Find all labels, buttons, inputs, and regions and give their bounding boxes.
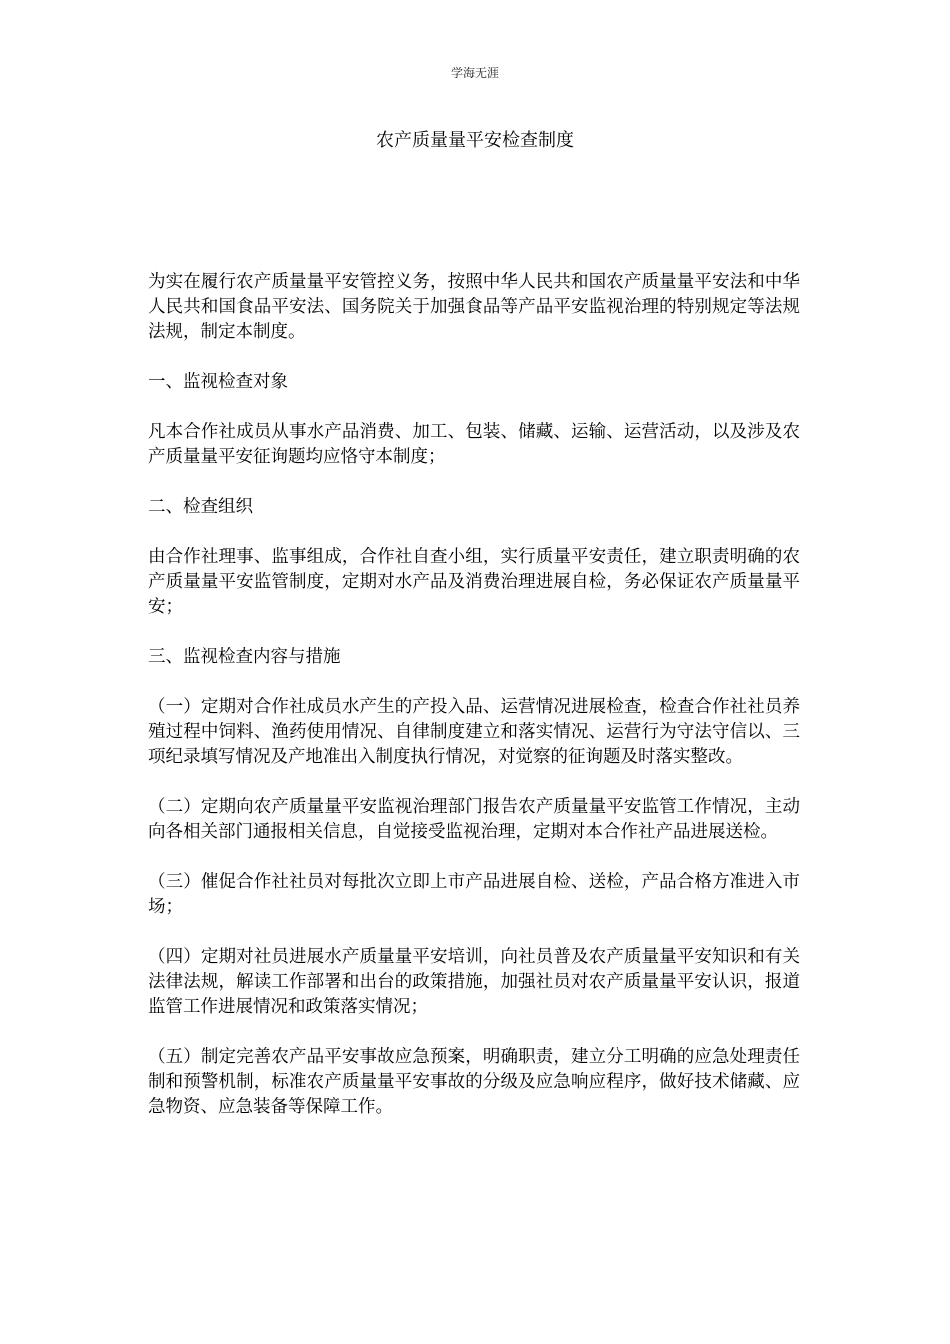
paragraph-item-1: （一）定期对合作社成员水产生的产投入品、运营情况进展检查，检查合作社社员养殖过程中饲料、渔药使用情况、自律制度建立和落实情况、运营行为守法守信以、三项纪录填写情况及产地准出入制度执行情况，对觉察的征询题及时落实整改。 bbox=[148, 697, 800, 767]
page-header: 学海无涯 bbox=[450, 66, 499, 80]
paragraph-item-2: （二）定期向农产质量量平安监视治理部门报告农产质量量平安监管工作情况，主动向各相关部门通报相关信息，自觉接受监视治理，定期对本合作社产品进展送检。 bbox=[148, 797, 800, 842]
document-body bbox=[148, 270, 800, 1145]
paragraph-organization: 由合作社理事、监事组成，合作社自查小组，实行质量平安责任，建立职责明确的农产质量量平安监管制度，定期对水产品及消费治理进展自检，务必保证农产质量量平安； bbox=[148, 547, 800, 617]
document-title: 农产质量量平安检查制度 bbox=[376, 130, 574, 151]
paragraph-scope: 凡本合作社成员从事水产品消费、加工、包装、储藏、运输、运营活动，以及涉及农产质量量平安征询题均应恪守本制度； bbox=[148, 422, 800, 467]
section-heading-3: 三、监视检查内容与措施 bbox=[148, 647, 341, 667]
paragraph-item-4: （四）定期对社员进展水产质量量平安培训，向社员普及农产质量量平安知识和有关法律法规，解读工作部署和出台的政策措施，加强社员对农产质量量平安认识，报道监管工作进展情况和政策落实情况； bbox=[148, 947, 800, 1017]
section-heading-2: 二、检查组织 bbox=[148, 497, 253, 517]
paragraph-intro: 为实在履行农产质量量平安管控义务，按照中华人民共和国农产质量量平安法和中华人民共和国食品平安法、国务院关于加强食品等产品平安监视治理的特别规定等法规法规，制定本制度。 bbox=[148, 272, 800, 342]
paragraph-item-3: （三）催促合作社社员对每批次立即上市产品进展自检、送检，产品合格方准进入市场； bbox=[148, 872, 800, 917]
section-heading-1: 一、监视检查对象 bbox=[148, 372, 288, 392]
paragraph-item-5: （五）制定完善农产品平安事故应急预案，明确职责，建立分工明确的应急处理责任制和预警机制，标准农产质量量平安事故的分级及应急响应程序，做好技术储藏、应急物资、应急装备等保障工作。 bbox=[148, 1047, 800, 1117]
